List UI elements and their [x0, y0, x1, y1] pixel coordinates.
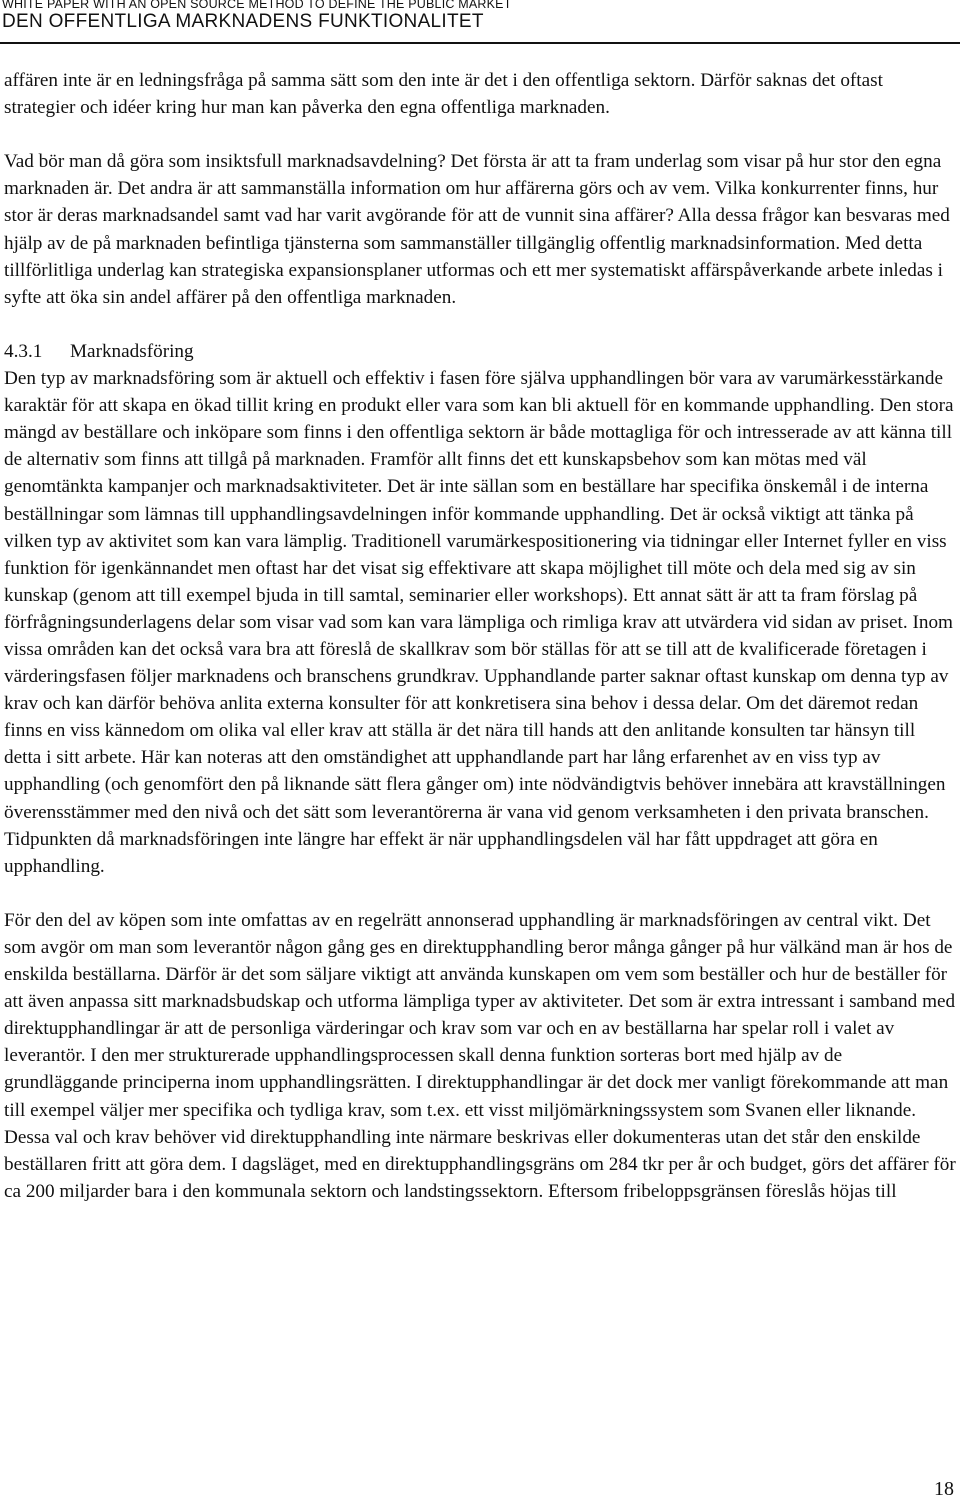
section-number: 4.3.1	[4, 340, 43, 362]
header-subtitle: WHITE PAPER WITH AN OPEN SOURCE METHOD TO DEFINE THE PUBLIC MARKET	[2, 0, 512, 11]
paragraph-marketing: Den typ av marknadsföring som är aktuell och effektiv i fasen före själva upphandlingen bör vara av varumärkesstärkande karaktär för att skapa en ökad tillit kring en produkt eller vara som kan bli aktuell för en kommande upphandling. Den stora mängd av beställare och inköpare som finns i den offentliga sektorn är både mottagliga för och intresserade av att känna till de alternativ som finns att tillgå på marknaden. Framför allt finns det ett kunskapsbehov som kan mötas med väl genomtänkta kampanjer och marknadsaktiviteter. Det är inte sällan som en beställare har specifika önskemål i de interna beställningar som lämnas till upphandlingsavdelningen inför kommande upphandling. Det är också viktigt att tänka på vilken typ av aktivitet som kan vara lämplig. Traditionell varumärkespositionering via tidningar eller Internet fyller en viss funktion för igenkännandet men oftast har det visat sig effektivare att skapa möjlighet till möte och dela med sig av sin kunskap (genom att till exempel bjuda in till samtal, seminarier eller workshops). Ett annat sätt är att ta fram förslag på förfrågningsunderlagens delar som visar vad som kan vara lämpliga och rimliga krav att utvärdera vid sidan av priset. Inom vissa områden kan det också vara bra att föreslå de skallkrav som bör ställas för att se till att de kvalificerade företagen i värderingsfasen följer marknadens och branschens grundkrav. Upphandlande parter saknar oftast kunskap om denna typ av krav och kan därför behöva anlita externa konsulter för att konkretisera sina behov i dessa delar. Om det däremot redan finns en viss kännedom om olika val eller krav att ställa är det nära till hands att den anlitande konsulten tar hänsyn till detta i sitt arbete. Här kan noteras att den omständighet att upphandlande part har lång erfarenhet av en viss typ av upphandling (och genomfört den på liknande sätt flera gånger om) inte nödvändigtvis behöver innebära att kravställningen överensstämmer med den nivå och det sätt som leverantörerna är vana vid genom verksamheten i den privata branschen. Tidpunkten då marknadsföringen inte längre har effekt är när upphandlingsdelen väl har fått uppdraget att göra en upphandling.	[4, 368, 954, 877]
page-number: 18	[934, 1478, 954, 1500]
paragraph-intro: affären inte är en ledningsfråga på samma sätt som den inte är det i den offentliga sektorn. Därför saknas det oftast strategier och idéer kring hur man kan påverka den egna offentliga marknaden.	[4, 70, 883, 119]
paragraph-market-department: Vad bör man då göra som insiktsfull marknadsavdelning? Det första är att ta fram underlag som visar på hur stor den egna marknaden är. Det andra är att sammanställa information om hur affärerna görs och av vem. Vilka konkurrenter finns, hur stor är deras marknadsandel samt vad har varit avgörande för att de vunnit sina affärer? Alla dessa frågor kan besvaras med hjälp av de på marknaden befintliga tjänsterna som sammanställer tillgänglig offentlig marknadsinformation. Med detta tillförlitliga underlag kan strategiska expansionsplaner utformas och ett mer systematiskt affärspåverkande arbete inledas i syfte att öka sin andel affärer på den offentliga marknaden.	[4, 151, 950, 308]
document-body	[4, 67, 956, 1205]
paragraph-direct-procurement: För den del av köpen som inte omfattas av en regelrätt annonserad upphandling är marknadsföringen av central vikt. Det som avgör om man som leverantör någon gång ges en direktupphandling beror många gånger på hur välkänd man är hos de enskilda beställarna. Därför är det som säljare viktigt att använda kunskapen om vem som beställer och hur de beställer för att även anpassa sitt marknadsbudskap och utforma lämpliga typer av aktiviteter. Det som är extra intressant i samband med direktupphandlingar är att de personliga värderingar och krav som var och en av beställarna har spelar roll i valet av leverantör. I den mer strukturerade upphandlingsprocessen skall denna funktion sorteras bort med hjälp av de grundläggande principerna inom upphandlingsrätten. I direktupphandlingar är det dock mer vanligt förekommande att man till exempel väljer mer specifika och tydliga krav, som t.ex. ett visst miljömärkningssystem som Svanen eller liknande. Dessa val och krav behöver vid direktupphandling inte närmare beskrivas eller dokumenteras utan det står den enskilde beställaren fritt att göra dem. I dagsläget, med en direktupphandlingsgräns om 284 tkr per år och budget, görs det affärer för ca 200 miljarder bara i den kommunala sektorn och landstingssektorn. Eftersom fribeloppsgränsen föreslås höjas till	[4, 909, 956, 1202]
section-title: Marknadsföring	[70, 340, 194, 362]
header-title: DEN OFFENTLIGA MARKNADENS FUNKTIONALITET	[2, 11, 484, 32]
header-divider	[0, 42, 960, 44]
paragraph-spacer	[4, 121, 956, 148]
paragraph-spacer	[4, 311, 956, 338]
section-heading	[4, 338, 956, 365]
paragraph-spacer	[4, 880, 956, 907]
